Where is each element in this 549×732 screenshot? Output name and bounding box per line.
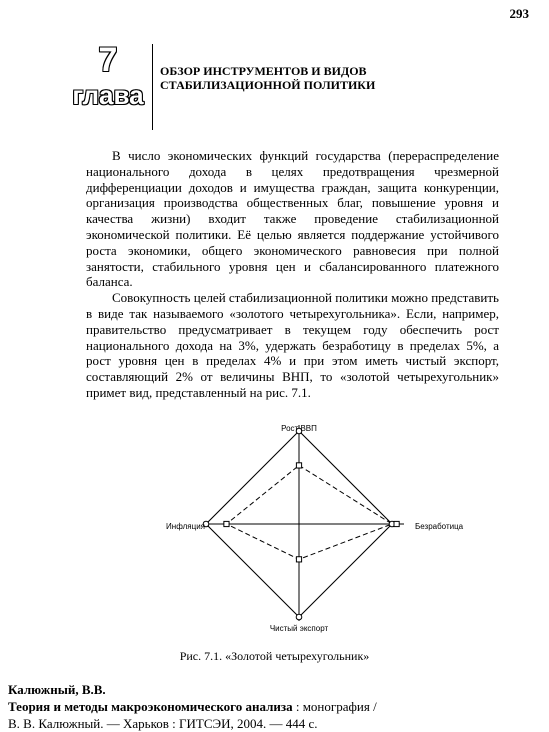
chapter-divider — [152, 44, 153, 130]
chapter-title-line-1: ОБЗОР ИНСТРУМЕНТОВ И ВИДОВ — [160, 64, 367, 78]
inner-marker-top — [296, 463, 301, 468]
inner-quadrilateral — [226, 465, 392, 559]
outer-marker-bottom — [296, 614, 302, 620]
figure-svg — [130, 418, 464, 640]
inner-marker-bottom — [296, 557, 301, 562]
bibliographic-citation — [8, 681, 538, 732]
body-text — [86, 148, 499, 401]
chapter-title-line-2: СТАБИЛИЗАЦИОННОЙ ПОЛИТИКИ — [160, 78, 376, 92]
citation-author: Калюжный, В.В. — [8, 682, 106, 697]
axis-label-top: Рост ВВП — [281, 424, 317, 433]
page-number: 293 — [509, 6, 529, 21]
paragraph-2: Совокупность целей стабилизационной политики можно представить в виде так называемого «золотого четырехугольника». Если, например, правительство предусматривает в текущем году обеспечить рост национального дохода на 3%, удержать безработицу в пределах 5%, а рост уровня цен в пределах 4% и при этом иметь чистый экспорт, составляющий 2% от величины ВНП, то «золотой четырехугольник» примет вид, представленный на рис. 7.1. — [86, 290, 499, 400]
citation-publication: В. В. Калюжный. — Харьков : ГИТСЭИ, 2004. — 444 с. — [8, 716, 318, 731]
chapter-number: 7 — [98, 41, 118, 79]
paragraph-1: В число экономических функций государства (перераспределение национального дохода в целях предотвращения чрезмерной дифференциации доходов и имущества граждан, защита конкуренции, организация производства общественных благ, повышение уровня и качества жизни) входит также проведение стабилизационной экономической политики. Её целью является поддержание устойчивого роста экономики, общего экономического равновесия при полной занятости, стабильного уровня цен и сбалансированного платежного баланса. — [86, 148, 499, 290]
chapter-title — [160, 64, 490, 92]
axis-label-left: Инфляция — [166, 522, 205, 531]
axis-label-right: Безработица — [415, 522, 464, 531]
citation-title: Теория и методы макроэкономического анализа — [8, 699, 293, 714]
citation-title-rest: : монография / — [292, 699, 377, 714]
inner-marker-left — [224, 521, 229, 526]
axis-label-bottom: Чистый экспорт — [269, 624, 329, 633]
inner-marker-right — [394, 521, 399, 526]
citation-title-line — [8, 698, 538, 715]
figure-caption: Рис. 7.1. «Золотой четырехугольник» — [179, 649, 370, 663]
figure-golden-quadrilateral — [130, 418, 464, 640]
chapter-word: глава — [72, 80, 144, 110]
chapter-mark — [70, 42, 146, 120]
